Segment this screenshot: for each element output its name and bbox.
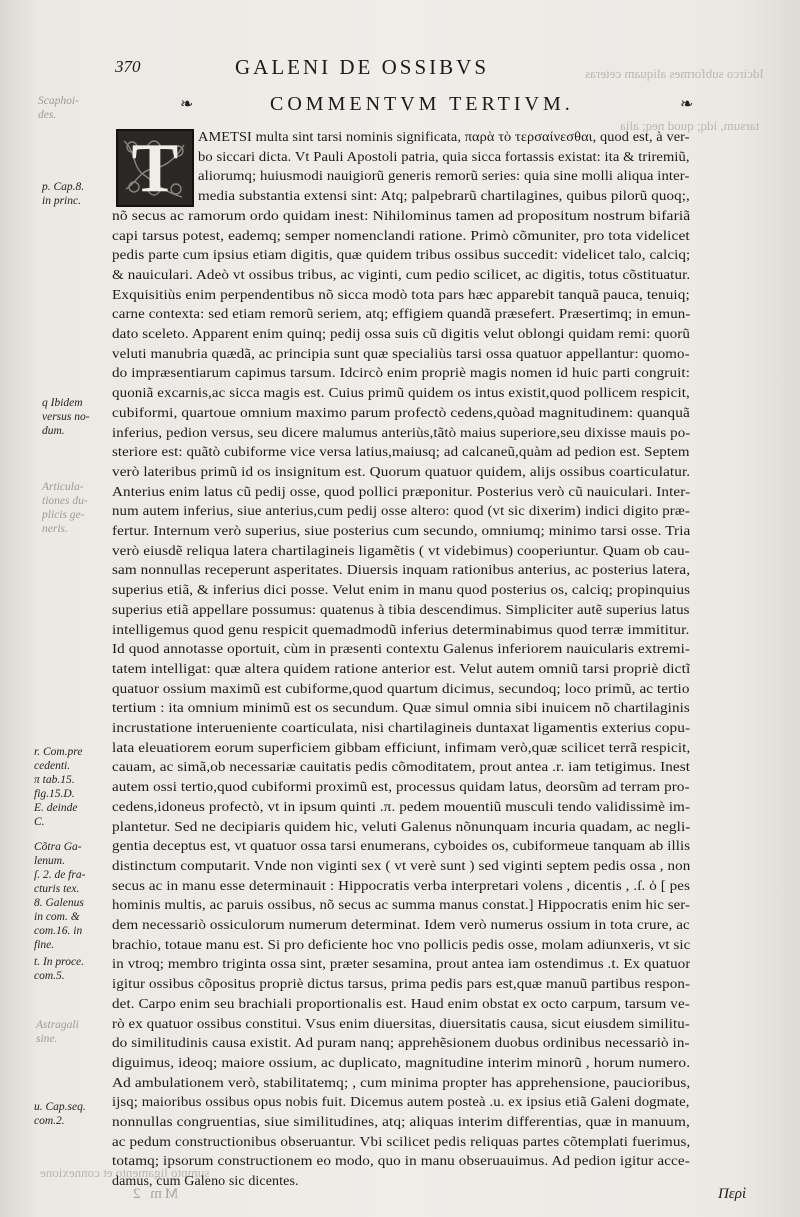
text-line: superius etiã, & inferius dici posse. Velut enim in manu quod posterius os, calciq; propinquius: [112, 583, 690, 599]
text-line: ac pedum constructionibus obseruantur. Vbi scilicet pedis reliquas partes cõtemplati fuerimus,: [112, 1134, 690, 1150]
text-line: capi tarsus potest, eademq; semper nomenclandi ratione. Primò cõmuniter, pro tota videlicet: [112, 228, 690, 244]
fleuron-icon: ❧: [680, 96, 694, 113]
margin-note: q Ibidem versus no- dum.: [42, 397, 90, 437]
running-head: [115, 57, 685, 83]
text-line: veluti manubria quædã, ac principia sunt quæ specialiùs tarsi ossa quatuor appellantur: quomo-: [112, 346, 690, 362]
text-line: fertur. Internum verò superius, siue posterius cum secundo, omniumq; minimo tarsi osse. Tria: [112, 524, 690, 539]
text-line: gentia deceptus est, vt quatuor ossa tarsi enumerans, cyboides os, cubiformeue tanquam ab illis: [112, 839, 690, 855]
text-line: distinctum computarit. Vnde non viginti sex ( vt verè sunt ) sed viginti septem pedis ossa , non: [112, 858, 690, 874]
margin-note: Articula- tiones du- plicis ge- neris.: [42, 481, 88, 535]
text-line: Exquisitiùs enim perpendentibus nõ sicca modò tota pars hæc apparebit tanquã pauca, tenuiq;: [112, 287, 690, 303]
fleuron-icon: ❧: [180, 96, 194, 113]
text-line: Anterius enim latus cũ pedij osse, quod pollici præponitur. Posterius verò cũ nauiculari. Inter-: [112, 484, 690, 500]
text-line: pedis parte cum ipsius etiam digitis, quæ quidem tribus ossibus succedit: videlicet talo, calciq;: [112, 248, 690, 264]
text-line: num autem inferius, siue anterius,cum pedij osse altero: quod (vt sic dixerim) indici digito præ-: [112, 504, 690, 520]
text-line: cedens,idoneus profectò, vt in ipsum quinti .π. pedem mouentiũ musculi tendo validissimè im-: [112, 799, 690, 815]
text-line: damus, cum Galeno sic dicentes.: [112, 1174, 299, 1190]
text-line: dem necessariò ossiculorum numerum determinat. Idem verò numerus ossium in tota crure, ac: [112, 918, 690, 933]
catchword: Περὶ: [718, 1186, 747, 1202]
text-line: rò ex quatuor ossibus constitui. Vsus enim diuersitas, diuersitatis causa, sicut eiusdem similitu-: [112, 1016, 690, 1032]
text-line: tatem intelligat: quæ altera quidem ratione anterior est. Velut autem omniũ tarsi propriè dictĩ: [112, 661, 690, 677]
section-title: COMMENTVM TERTIVM.: [270, 93, 574, 115]
margin-note: p. Cap.8. in princ.: [42, 181, 85, 207]
margin-note: r. Com.pre cedenti. π tab.15. fig.15.D. E. deinde C.: [34, 746, 83, 828]
text-line: dato sceleto. Apparent enim quinq; pedij ossa suis cũ digitis velut oblongi quidam remi: quorũ: [112, 327, 690, 342]
text-line: intelligemus quod genu respicit quemadmodũ inferius determinabimus quod terræ immititur.: [112, 622, 690, 638]
text-line: igitur ossibus cõpositus propriè dictus tarsus, prima pedis pars est,quæ manuũ partibus respon-: [112, 977, 690, 993]
text-line: do impræsentiarum capimus tarsum. Idcircò enim propriè magis nomen id huic parti congruit:: [112, 366, 690, 382]
text-line: autem ossi tertio,quod cubiformi proximũ est, processus quidam latus, deorsũm ad terram pro-: [112, 780, 690, 796]
show-through-text: Idcirco subformes aliquam ceteras: [585, 66, 764, 81]
text-line: quatuor ossium maximũ est cubiforme,quod quartum dicimus, secundoq; loco primũ, ac tertio: [112, 681, 690, 697]
margin-note: Scaphoi- des.: [38, 95, 79, 121]
text-line: & nauiculari. Adeò vt ossibus tribus, ac viginti, cum pedio scilicet, ac digitis, totus cõstituatur.: [112, 267, 690, 283]
initial-letter: T: [131, 130, 179, 207]
margin-note: Astragali sine.: [36, 1019, 79, 1045]
decorated-initial: [116, 129, 194, 207]
show-through-text: tarsum, idq; quod neq; alia: [620, 118, 760, 133]
page-number: 370: [115, 57, 141, 76]
text-line: superius etiã appellare possumus: quatenus à tibia descendimus. Simpliciter autẽ superius latus: [112, 602, 690, 618]
text-line: aliorumq; huiusmodi nauigiorũ generis remorũ series: quia sine molli aliqua inter-: [198, 169, 690, 185]
text-line: hominis multis, ac paruis ossibus, nõ secus ac summa manus constat.] Hippocratis enim hic ser-: [112, 898, 690, 914]
text-line: lata eleuatiorem eorum superficiem gibbam efficiunt, infimam verò,quæ scilicet terrã respicit,: [112, 740, 690, 756]
text-line: nõ secus ac ramorum ordo quidam inest: Nihilominus tamen ad propositum nostrum bifariã: [112, 208, 690, 224]
show-through-text: sumpto ligamento et connexione: [40, 1165, 210, 1180]
text-line: secus ac in manu esse determinauit : Hippocratis verba interpretari volens , dicentis , .ſ. ὁ [ pes: [112, 878, 690, 894]
text-line: ijsq; maioribus ossibus opus nobis fuit. Dicemus autem posteà .u. ex ipsius etiã Galeni dogmate,: [112, 1095, 690, 1111]
text-line: bo siccari dicta. Vt Pauli Apostoli patria, quia sicca fortassis existat: ita & triremiũ,: [198, 149, 690, 165]
text-line: in vtroq; membro triginta ossa sint, præter sesamina, prout antea iam ostendimus .t. Ex quatuor: [112, 957, 690, 973]
text-line: tertium : ita omnium minimũ est os secundum. Quæ simul omnia sibi inuicem nõ chartilaginis: [112, 701, 690, 717]
text-line: cubiformi, quartoue omnium maximo parum profectò cedens,quòad magnitudinem: quanquã: [112, 405, 690, 421]
text-line: inferius, pedion versus, seu dicere malumus anteriùs,tãtò maius superiore,seu dixisse mauis po-: [112, 425, 690, 441]
text-line: verò eiusdẽ reliqua latera chartilagineis ligamẽtis ( vt videbimus) cooperiuntur. Quam ob cau-: [112, 543, 690, 559]
text-line: brachio, totaue manu est. Si pro deficiente hoc vno pollicis pedis osse, molam adiunxeris, vt sic: [112, 937, 690, 953]
text-line: sam nonnullas receperunt asperitates. Diuersis inquam rationibus anterius, ac posterius latera,: [112, 563, 690, 579]
text-line: AMETSI multa sint tarsi nominis significata, παρὰ τὸ τερσαίνεσθαι, quod est, à ver-: [198, 130, 690, 145]
text-line: nonnullas congruentias, siue similitudines, atq; aliquas interim differentias, quæ in manuum,: [112, 1115, 690, 1130]
text-line: diguimus, ideoq; maiore ossium, ac duplicato, magnitudine interim minorũ , horum numero.: [112, 1055, 690, 1071]
text-line: quoniã excarnis,ac sicca magis est. Cuius primũ quidem os intus existit,quod pollicem respicit,: [112, 386, 690, 402]
text-line: cauam, ac simã,ob necessariæ cauitatis pedis cõmoditatem, prout antea .r. iam tetigimus. Inest: [112, 760, 690, 776]
margin-note: t. In proce. com.5.: [34, 956, 85, 982]
text-line: do similitudinis causa existit. Ad puram nanq; apprehẽsionem duobus ordinibus necessariò in-: [112, 1036, 690, 1052]
section-heading: [180, 93, 700, 119]
text-line: plantetur. Sed ne decipiaris quidem hic, veluti Galenus nõnunquam incuria quadam, ac negli-: [112, 819, 690, 835]
text-line: totamq; ipsorum constructionem eo modo, quo in manu obseruauimus. Ad pedion igitur acce-: [112, 1154, 690, 1170]
text-line: carne contexta: sed etiam remorũ seriem, atq; effigiem quandã præsefert. Præsertimq; in emun-: [112, 307, 690, 323]
text-line: verò lateribus primũ id os insignitum est. Quorum quatuor quidem, alijs ossibus coarticulatur.: [112, 464, 690, 480]
text-line: Ad ambulationem verò, stabilitatemq; , cum minima propter has apprehensione, paucioribus,: [112, 1075, 690, 1091]
margin-note: Cõtra Ga- lenum. ſ. 2. de fra- cturis tex. 8. Galenus in com. & com.16. in fine.: [34, 841, 86, 951]
margin-note: u. Cap.seq. com.2.: [34, 1101, 86, 1127]
text-line: steriore est: quãtò cubiforme vice versa latius,maiusq; ad calcaneũ,quàm ad pedion est. Septem: [112, 445, 690, 461]
text-line: incrustatione interueniente coarticulata, nisi chartilagineis duntaxat ligamentis exterius copu-: [112, 721, 690, 736]
text-line: Id quod annotasse oportuit, cùm in præsenti contextu Galenus inferiorem nauicularis extremi-: [112, 642, 690, 658]
text-line: media substantia extensi sint: Atq; palpebrarũ chartilagines, quibus pilorũ quoq;,: [198, 189, 690, 205]
text-line: det. Carpo enim seu brachiali proportionalis est. Haud enim obstat ex octo carpum, tarsum ve-: [112, 996, 690, 1012]
signature-mark: Mm 2: [130, 1186, 179, 1202]
running-title: GALENI DE OSSIBVS: [235, 55, 490, 79]
